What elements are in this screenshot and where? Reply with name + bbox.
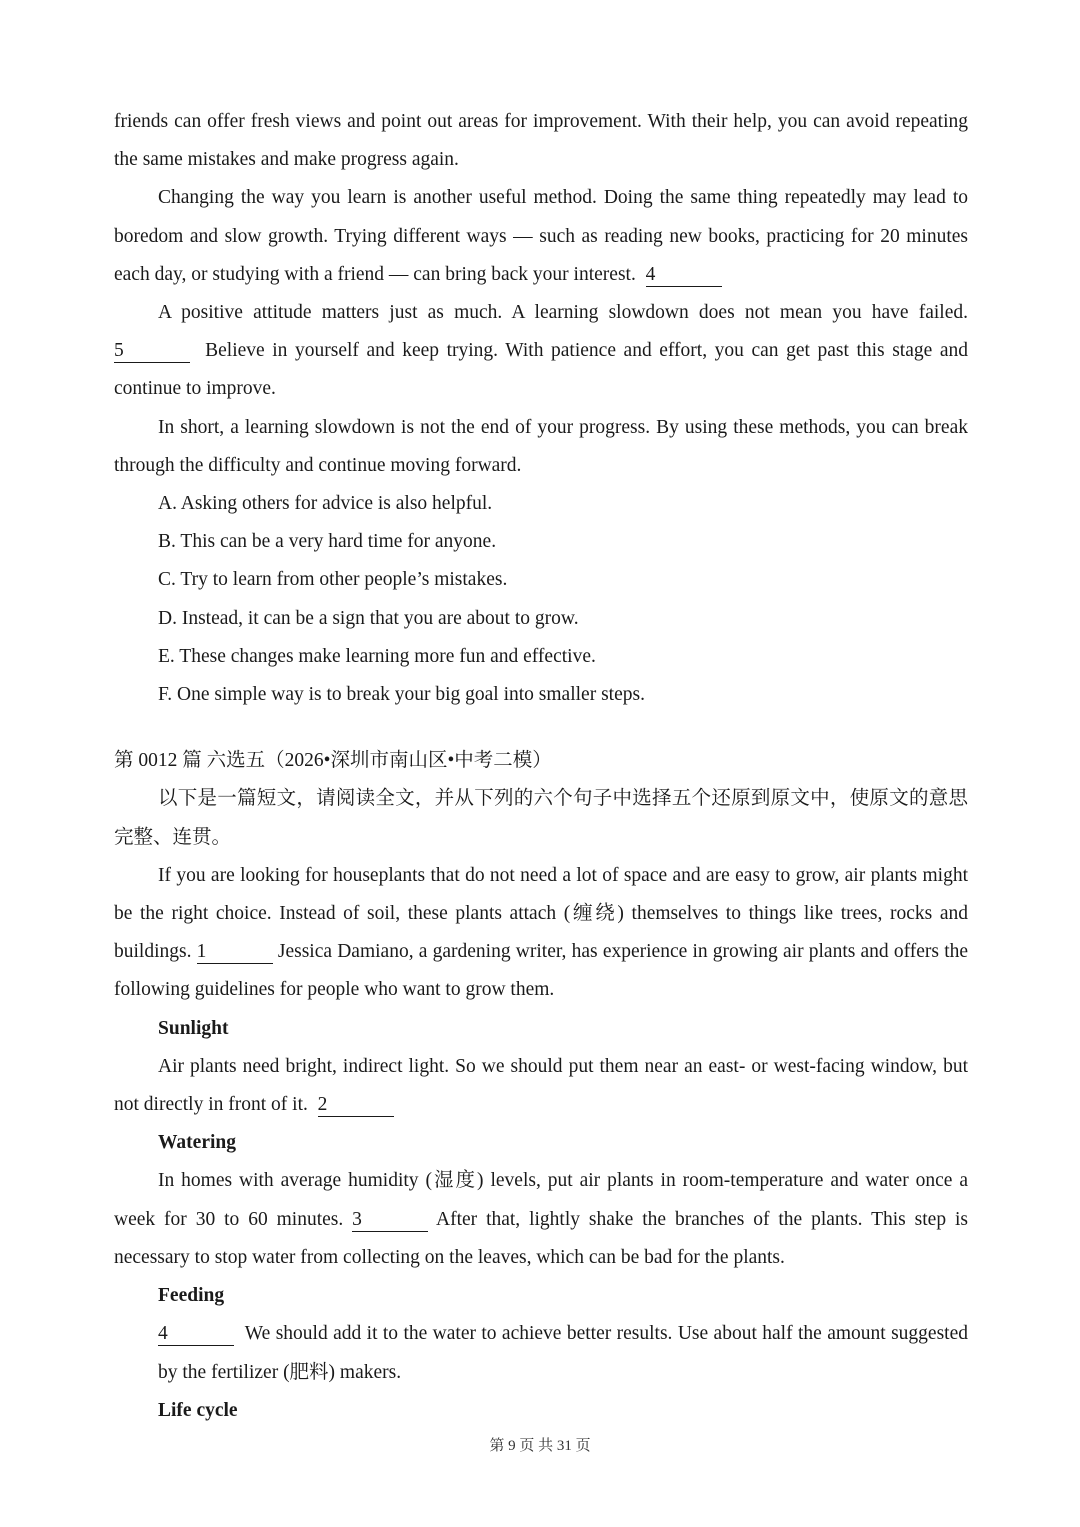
option-e: E. These changes make learning more fun and effective.	[158, 645, 596, 667]
paragraph-text: In homes with average humidity (湿度) levels, put air plants in room-temperature and water once a week for 30 to 60 minutes.	[114, 1170, 968, 1230]
section-title: 第 0012 篇 六选五（2026•深圳市南山区•中考二模）	[114, 750, 552, 772]
paragraph-feeding	[114, 1315, 968, 1391]
paragraph-intro	[114, 857, 968, 1010]
answer-blank-2: 2	[318, 1094, 394, 1117]
option-c: C. Try to learn from other people’s mistakes.	[158, 569, 508, 591]
paragraph-continued	[114, 103, 968, 179]
paragraph-in-short	[114, 409, 968, 485]
paragraph-sunlight	[114, 1048, 968, 1124]
paragraph-text: Air plants need bright, indirect light. So we should put them near an east- or west-facing window, but not directly in front of it.	[114, 1055, 968, 1116]
paragraph-text: Jessica Damiano, a gardening writer, has experience in growing air plants and offers the following guidelines for people who want to grow them.	[114, 941, 969, 1001]
answer-blank-4: 4	[646, 264, 722, 287]
paragraph-text: After that, lightly shake the branches of the plants. This step is necessary to stop water from collecting on the leaves, which can be bad for the plants.	[114, 1208, 969, 1268]
option-d: D. Instead, it can be a sign that you are about to grow.	[158, 607, 579, 629]
heading-watering: Watering	[158, 1132, 236, 1154]
heading-life-cycle: Life cycle	[158, 1399, 238, 1421]
paragraph-changing-way	[114, 179, 968, 294]
paragraph-text: Changing the way you learn is another useful method. Doing the same thing repeatedly may lead to boredom and slow growth. Trying different ways — such as reading new books, practicing for 20 minutes each day, or studying with a friend — can bring back your interest.	[114, 187, 968, 285]
instruction-text: 以下是一篇短文，请阅读全文，并从下列的六个句子中选择五个还原到原文中，使原文的意思完整、连贯。	[114, 788, 968, 848]
paragraph-text: If you are looking for houseplants that do not need a lot of space and are easy to grow, air plants might be the right choice. Instead of soil, these plants attach (缠绕) themselves to things like trees, rocks and buildings.	[114, 864, 968, 963]
paragraph-watering	[114, 1162, 968, 1277]
paragraph-text: A positive attitude matters just as much. A learning slowdown does not mean you have failed.	[158, 302, 968, 324]
answer-blank-5: 5	[114, 340, 190, 363]
paragraph-text: Believe in yourself and keep trying. With patience and effort, you can get past this stage and continue to improve.	[114, 340, 969, 400]
answer-options-list	[114, 485, 968, 714]
option-a: A. Asking others for advice is also helpful.	[158, 493, 493, 515]
paragraph-text: We should add it to the water to achieve better results. Use about half the amount suggested by the fertilizer (肥料) makers.	[158, 1323, 968, 1383]
paragraph-text: friends can offer fresh views and point out areas for improvement. With their help, you can avoid repeating the same mistakes and make progress again.	[114, 111, 968, 171]
heading-feeding: Feeding	[158, 1285, 225, 1307]
paragraph-positive-attitude	[114, 294, 968, 409]
option-b: B. This can be a very hard time for anyone.	[158, 531, 497, 553]
answer-blank-4-feeding: 4	[158, 1323, 234, 1346]
option-f: F. One simple way is to break your big goal into smaller steps.	[158, 684, 645, 706]
page-number-footer: 第 9 页 共 31 页	[489, 1438, 591, 1454]
answer-blank-1: 1	[197, 941, 273, 964]
heading-sunlight: Sunlight	[158, 1017, 229, 1039]
page-content	[114, 103, 968, 1430]
paragraph-text: In short, a learning slowdown is not the end of your progress. By using these methods, you can break through the difficulty and continue moving forward.	[114, 416, 968, 476]
answer-blank-3: 3	[352, 1209, 428, 1232]
